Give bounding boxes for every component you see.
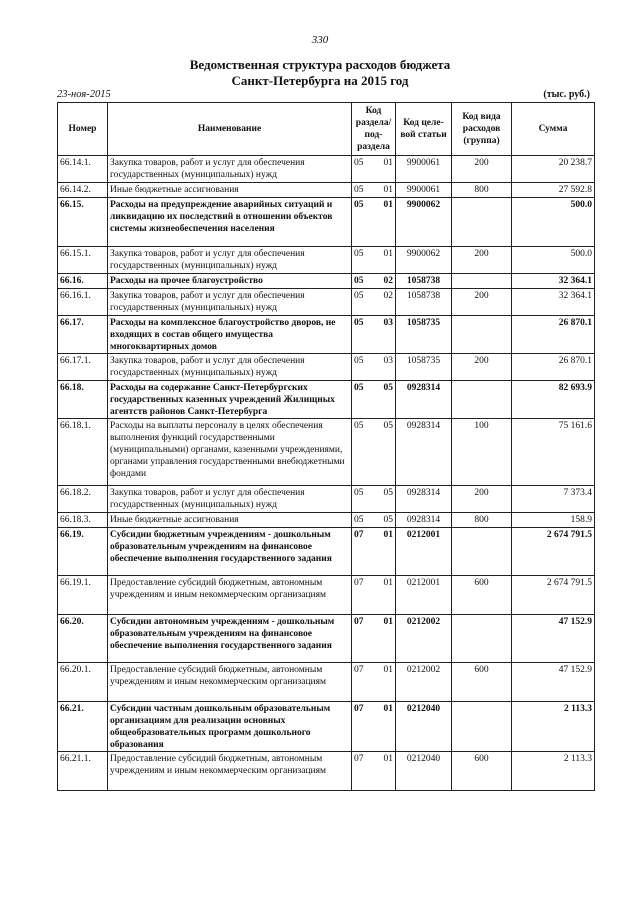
cell-expense-type: [452, 615, 512, 663]
header-section: Код раздела/ под- раздела: [352, 103, 396, 156]
cell-name: Иные бюджетные ассигнования: [108, 513, 352, 528]
cell-subsection: 01: [374, 528, 396, 576]
cell-number: 66.21.1.: [58, 752, 108, 791]
cell-sum: 2 674 791.5: [512, 528, 595, 576]
cell-sum: 2 113.3: [512, 702, 595, 752]
cell-target-article: 1058738: [396, 289, 452, 316]
cell-name: Предоставление субсидий бюджетным, автономным учреждениям и иным некоммерческим организациям: [108, 576, 352, 615]
cell-expense-type: [452, 316, 512, 354]
cell-target-article: 1058735: [396, 316, 452, 354]
table-header-row: [58, 103, 595, 156]
cell-number: 66.14.1.: [58, 156, 108, 183]
cell-expense-type: 200: [452, 156, 512, 183]
cell-name: Предоставление субсидий бюджетным, автономным учреждениям и иным некоммерческим организациям: [108, 752, 352, 791]
cell-subsection: 01: [374, 663, 396, 702]
table-row: [58, 486, 595, 513]
cell-subsection: 01: [374, 576, 396, 615]
cell-sum: 158.9: [512, 513, 595, 528]
cell-number: 66.20.: [58, 615, 108, 663]
cell-subsection: 01: [374, 752, 396, 791]
cell-number: 66.15.1.: [58, 247, 108, 274]
table-body: [58, 156, 595, 791]
cell-subsection: 03: [374, 316, 396, 354]
cell-expense-type: 200: [452, 354, 512, 381]
cell-target-article: 0212001: [396, 576, 452, 615]
cell-section: 07: [352, 576, 374, 615]
cell-section: 07: [352, 528, 374, 576]
cell-section: 05: [352, 513, 374, 528]
cell-expense-type: [452, 528, 512, 576]
budget-table: [57, 102, 595, 791]
cell-target-article: 0928314: [396, 381, 452, 419]
header-name: Наименование: [108, 103, 352, 156]
table-row: [58, 513, 595, 528]
cell-number: 66.17.1.: [58, 354, 108, 381]
cell-target-article: 1058735: [396, 354, 452, 381]
cell-target-article: 9900062: [396, 198, 452, 247]
cell-section: 07: [352, 615, 374, 663]
cell-section: 05: [352, 316, 374, 354]
cell-subsection: 05: [374, 419, 396, 486]
cell-expense-type: 200: [452, 486, 512, 513]
table-row: [58, 663, 595, 702]
cell-expense-type: 200: [452, 289, 512, 316]
cell-number: 66.16.1.: [58, 289, 108, 316]
cell-name: Иные бюджетные ассигнования: [108, 183, 352, 198]
table-row: [58, 316, 595, 354]
header-expense-type: Код вида расходов (группа): [452, 103, 512, 156]
cell-number: 66.21.: [58, 702, 108, 752]
cell-section: 07: [352, 702, 374, 752]
cell-section: 05: [352, 419, 374, 486]
cell-subsection: 05: [374, 381, 396, 419]
cell-subsection: 01: [374, 702, 396, 752]
cell-target-article: 0212002: [396, 615, 452, 663]
cell-sum: 32 364.1: [512, 289, 595, 316]
cell-section: 05: [352, 354, 374, 381]
cell-section: 05: [352, 156, 374, 183]
cell-target-article: 9900061: [396, 183, 452, 198]
header-number: Номер: [58, 103, 108, 156]
cell-subsection: 05: [374, 486, 396, 513]
cell-target-article: 9900061: [396, 156, 452, 183]
cell-number: 66.20.1.: [58, 663, 108, 702]
table-row: [58, 183, 595, 198]
units-label: (тыс. руб.): [543, 89, 590, 100]
cell-number: 66.18.: [58, 381, 108, 419]
cell-sum: 20 238.7: [512, 156, 595, 183]
cell-expense-type: [452, 702, 512, 752]
document-date: 23-ноя-2015: [57, 89, 111, 100]
cell-name: Закупка товаров, работ и услуг для обеспечения государственных (муниципальных) нужд: [108, 156, 352, 183]
cell-expense-type: 600: [452, 752, 512, 791]
cell-target-article: 0212040: [396, 702, 452, 752]
table-row: [58, 354, 595, 381]
cell-number: 66.18.2.: [58, 486, 108, 513]
cell-sum: 500.0: [512, 247, 595, 274]
table-row: [58, 156, 595, 183]
cell-sum: 32 364.1: [512, 274, 595, 289]
cell-subsection: 02: [374, 289, 396, 316]
cell-section: 05: [352, 247, 374, 274]
cell-name: Расходы на предупреждение аварийных ситуаций и ликвидацию их последствий в отношении объектов системы жизнеобеспечения населения: [108, 198, 352, 247]
cell-target-article: 0212040: [396, 752, 452, 791]
cell-number: 66.16.: [58, 274, 108, 289]
cell-expense-type: 800: [452, 183, 512, 198]
cell-name: Закупка товаров, работ и услуг для обеспечения государственных (муниципальных) нужд: [108, 486, 352, 513]
cell-expense-type: 600: [452, 663, 512, 702]
cell-section: 05: [352, 198, 374, 247]
cell-name: Закупка товаров, работ и услуг для обеспечения государственных (муниципальных) нужд: [108, 354, 352, 381]
cell-subsection: 01: [374, 183, 396, 198]
cell-target-article: 0928314: [396, 486, 452, 513]
cell-target-article: 0212002: [396, 663, 452, 702]
table-row: [58, 576, 595, 615]
cell-target-article: 1058738: [396, 274, 452, 289]
cell-sum: 26 870.1: [512, 354, 595, 381]
cell-subsection: 02: [374, 274, 396, 289]
document-title: [0, 57, 640, 89]
cell-name: Расходы на содержание Санкт-Петербургских государственных казенных учреждений Жилищных агентств районов Санкт-Петербурга: [108, 381, 352, 419]
cell-number: 66.18.1.: [58, 419, 108, 486]
cell-section: 05: [352, 274, 374, 289]
cell-section: 07: [352, 663, 374, 702]
cell-subsection: 01: [374, 247, 396, 274]
table-row: [58, 615, 595, 663]
table-row: [58, 528, 595, 576]
table-row: [58, 289, 595, 316]
cell-expense-type: 100: [452, 419, 512, 486]
cell-expense-type: 600: [452, 576, 512, 615]
cell-name: Закупка товаров, работ и услуг для обеспечения государственных (муниципальных) нужд: [108, 247, 352, 274]
cell-number: 66.17.: [58, 316, 108, 354]
cell-sum: 82 693.9: [512, 381, 595, 419]
cell-number: 66.14.2.: [58, 183, 108, 198]
cell-number: 66.15.: [58, 198, 108, 247]
table-row: [58, 381, 595, 419]
table-row: [58, 198, 595, 247]
header-target: Код целе- вой статьи: [396, 103, 452, 156]
cell-number: 66.18.3.: [58, 513, 108, 528]
cell-name: Закупка товаров, работ и услуг для обеспечения государственных (муниципальных) нужд: [108, 289, 352, 316]
cell-section: 05: [352, 289, 374, 316]
page-number: 330: [311, 34, 329, 46]
title-line-2: Санкт-Петербурга на 2015 год: [231, 73, 409, 88]
cell-sum: 2 674 791.5: [512, 576, 595, 615]
cell-name: Расходы на выплаты персоналу в целях обеспечения выполнения функций государственными (муниципальными) органами, казенными учреждениями, органами управления государственными внебюджетными фондами: [108, 419, 352, 486]
cell-sum: 7 373.4: [512, 486, 595, 513]
cell-number: 66.19.: [58, 528, 108, 576]
cell-expense-type: [452, 198, 512, 247]
cell-sum: 26 870.1: [512, 316, 595, 354]
cell-sum: 2 113.3: [512, 752, 595, 791]
table-row: [58, 419, 595, 486]
cell-section: 05: [352, 486, 374, 513]
cell-subsection: 01: [374, 198, 396, 247]
cell-expense-type: [452, 274, 512, 289]
cell-number: 66.19.1.: [58, 576, 108, 615]
cell-subsection: 01: [374, 156, 396, 183]
cell-name: Субсидии бюджетным учреждениям - дошкольным образовательным учреждениям на финансовое обеспечение выполнения государственного задания: [108, 528, 352, 576]
cell-subsection: 03: [374, 354, 396, 381]
cell-section: 05: [352, 381, 374, 419]
cell-subsection: 01: [374, 615, 396, 663]
cell-sum: 500.0: [512, 198, 595, 247]
table-row: [58, 274, 595, 289]
table-row: [58, 702, 595, 752]
cell-target-article: 0212001: [396, 528, 452, 576]
cell-name: Субсидии автономным учреждениям - дошкольным образовательным учреждениям на финансовое обеспечение выполнения государственного задания: [108, 615, 352, 663]
cell-section: 05: [352, 183, 374, 198]
cell-target-article: 9900062: [396, 247, 452, 274]
cell-name: Расходы на прочее благоустройство: [108, 274, 352, 289]
cell-target-article: 0928314: [396, 513, 452, 528]
cell-sum: 27 592.8: [512, 183, 595, 198]
cell-section: 07: [352, 752, 374, 791]
cell-sum: 75 161.6: [512, 419, 595, 486]
cell-target-article: 0928314: [396, 419, 452, 486]
cell-name: Субсидии частным дошкольным образовательным организациям для реализации основных общеобразовательных программ дошкольного образования: [108, 702, 352, 752]
header-sum: Сумма: [512, 103, 595, 156]
table-row: [58, 247, 595, 274]
cell-sum: 47 152.9: [512, 615, 595, 663]
cell-expense-type: 200: [452, 247, 512, 274]
cell-subsection: 05: [374, 513, 396, 528]
cell-name: Расходы на комплексное благоустройство дворов, не входящих в состав общего имущества многоквартирных домов: [108, 316, 352, 354]
cell-expense-type: [452, 381, 512, 419]
cell-expense-type: 800: [452, 513, 512, 528]
cell-name: Предоставление субсидий бюджетным, автономным учреждениям и иным некоммерческим организациям: [108, 663, 352, 702]
title-line-1: Ведомственная структура расходов бюджета: [189, 57, 451, 72]
cell-sum: 47 152.9: [512, 663, 595, 702]
table-row: [58, 752, 595, 791]
